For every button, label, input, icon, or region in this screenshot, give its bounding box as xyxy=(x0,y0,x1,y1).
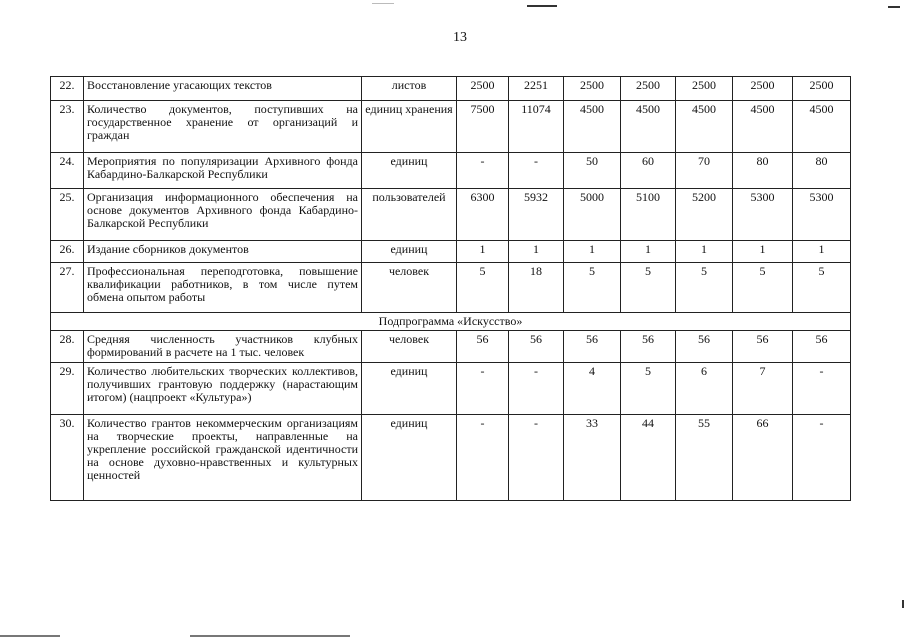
value-cell: 1 xyxy=(564,241,621,263)
value-cell: 5 xyxy=(457,263,509,313)
indicators-table xyxy=(50,76,851,501)
value-cell: 6 xyxy=(676,363,733,415)
value-cell: 4500 xyxy=(621,101,676,153)
value-cell: - xyxy=(457,415,509,501)
value-cell: 5 xyxy=(793,263,851,313)
unit-of-measure: единиц xyxy=(362,241,457,263)
value-cell: 5100 xyxy=(621,189,676,241)
row-number: 22. xyxy=(51,77,84,101)
table-row xyxy=(51,189,851,241)
value-cell: 2251 xyxy=(509,77,564,101)
scan-artifact-right-edge xyxy=(902,600,904,608)
row-number: 24. xyxy=(51,153,84,189)
value-cell: 7 xyxy=(733,363,793,415)
value-cell: 5300 xyxy=(793,189,851,241)
value-cell: 5 xyxy=(564,263,621,313)
unit-of-measure: пользователей xyxy=(362,189,457,241)
value-cell: - xyxy=(793,415,851,501)
table-row xyxy=(51,153,851,189)
unit-of-measure: человек xyxy=(362,263,457,313)
value-cell: 4500 xyxy=(793,101,851,153)
value-cell: - xyxy=(457,153,509,189)
value-cell: 18 xyxy=(509,263,564,313)
indicator-name: Количество грантов некоммерческим организациям на творческие проекты, направленные на укрепление российской гражданской идентичности на основе духовно-нравственных и культурных ценностей xyxy=(84,415,362,501)
value-cell: 55 xyxy=(676,415,733,501)
value-cell: 66 xyxy=(733,415,793,501)
value-cell: 1 xyxy=(509,241,564,263)
value-cell: 1 xyxy=(793,241,851,263)
value-cell: - xyxy=(457,363,509,415)
value-cell: 1 xyxy=(676,241,733,263)
table-row xyxy=(51,77,851,101)
indicator-name: Профессиональная переподготовка, повышение квалификации работников, в том числе путем обмена опытом работы xyxy=(84,263,362,313)
unit-of-measure: единиц xyxy=(362,363,457,415)
value-cell: 5 xyxy=(621,363,676,415)
value-cell: 5300 xyxy=(733,189,793,241)
row-number: 26. xyxy=(51,241,84,263)
value-cell: - xyxy=(793,363,851,415)
section-title: Подпрограмма «Искусство» xyxy=(51,313,851,331)
value-cell: 44 xyxy=(621,415,676,501)
value-cell: 5 xyxy=(621,263,676,313)
value-cell: 4500 xyxy=(564,101,621,153)
value-cell: 2500 xyxy=(793,77,851,101)
value-cell: 80 xyxy=(793,153,851,189)
value-cell: 56 xyxy=(509,331,564,363)
value-cell: 2500 xyxy=(733,77,793,101)
unit-of-measure: единиц xyxy=(362,153,457,189)
value-cell: 5932 xyxy=(509,189,564,241)
value-cell: 2500 xyxy=(457,77,509,101)
value-cell: 50 xyxy=(564,153,621,189)
value-cell: 5000 xyxy=(564,189,621,241)
indicator-name: Количество документов, поступивших на государственное хранение от организаций и граждан xyxy=(84,101,362,153)
unit-of-measure: человек xyxy=(362,331,457,363)
scan-artifact-bottom-mid xyxy=(190,635,350,637)
row-number: 28. xyxy=(51,331,84,363)
scan-artifact-top-center xyxy=(527,5,557,7)
value-cell: 4500 xyxy=(733,101,793,153)
indicator-name: Средняя численность участников клубных формирований в расчете на 1 тыс. человек xyxy=(84,331,362,363)
value-cell: 33 xyxy=(564,415,621,501)
row-number: 23. xyxy=(51,101,84,153)
value-cell: - xyxy=(509,153,564,189)
row-number: 27. xyxy=(51,263,84,313)
value-cell: 7500 xyxy=(457,101,509,153)
table-row xyxy=(51,263,851,313)
indicator-name: Издание сборников документов xyxy=(84,241,362,263)
indicator-name: Количество любительских творческих коллективов, получивших грантовую поддержку (нарастающим итогом) (нацпроект «Культура») xyxy=(84,363,362,415)
unit-of-measure: листов xyxy=(362,77,457,101)
value-cell: 1 xyxy=(733,241,793,263)
value-cell: 2500 xyxy=(564,77,621,101)
value-cell: 5200 xyxy=(676,189,733,241)
value-cell: 5 xyxy=(676,263,733,313)
value-cell: - xyxy=(509,415,564,501)
value-cell: 56 xyxy=(564,331,621,363)
page-number: 13 xyxy=(453,30,467,45)
row-number: 30. xyxy=(51,415,84,501)
indicator-name: Мероприятия по популяризации Архивного фонда Кабардино-Балкарской Республики xyxy=(84,153,362,189)
row-number: 29. xyxy=(51,363,84,415)
value-cell: - xyxy=(509,363,564,415)
value-cell: 1 xyxy=(621,241,676,263)
indicator-name: Восстановление угасающих текстов xyxy=(84,77,362,101)
row-number: 25. xyxy=(51,189,84,241)
value-cell: 5 xyxy=(733,263,793,313)
value-cell: 4500 xyxy=(676,101,733,153)
table-row xyxy=(51,415,851,501)
value-cell: 60 xyxy=(621,153,676,189)
table-row xyxy=(51,101,851,153)
indicator-name: Организация информационного обеспечения на основе документов Архивного фонда Кабардино-Балкарской Республики xyxy=(84,189,362,241)
value-cell: 2500 xyxy=(621,77,676,101)
scan-artifact-bottom-left xyxy=(0,635,60,637)
table-row xyxy=(51,363,851,415)
unit-of-measure: единиц xyxy=(362,415,457,501)
value-cell: 56 xyxy=(621,331,676,363)
unit-of-measure: единиц хранения xyxy=(362,101,457,153)
scan-artifact-top-right xyxy=(888,6,900,8)
value-cell: 80 xyxy=(733,153,793,189)
value-cell: 4 xyxy=(564,363,621,415)
value-cell: 1 xyxy=(457,241,509,263)
value-cell: 11074 xyxy=(509,101,564,153)
value-cell: 56 xyxy=(676,331,733,363)
value-cell: 70 xyxy=(676,153,733,189)
value-cell: 56 xyxy=(457,331,509,363)
section-row xyxy=(51,313,851,331)
table-row xyxy=(51,241,851,263)
value-cell: 56 xyxy=(793,331,851,363)
table-row xyxy=(51,331,851,363)
value-cell: 56 xyxy=(733,331,793,363)
scan-artifact-top-left xyxy=(372,3,394,4)
value-cell: 6300 xyxy=(457,189,509,241)
value-cell: 2500 xyxy=(676,77,733,101)
